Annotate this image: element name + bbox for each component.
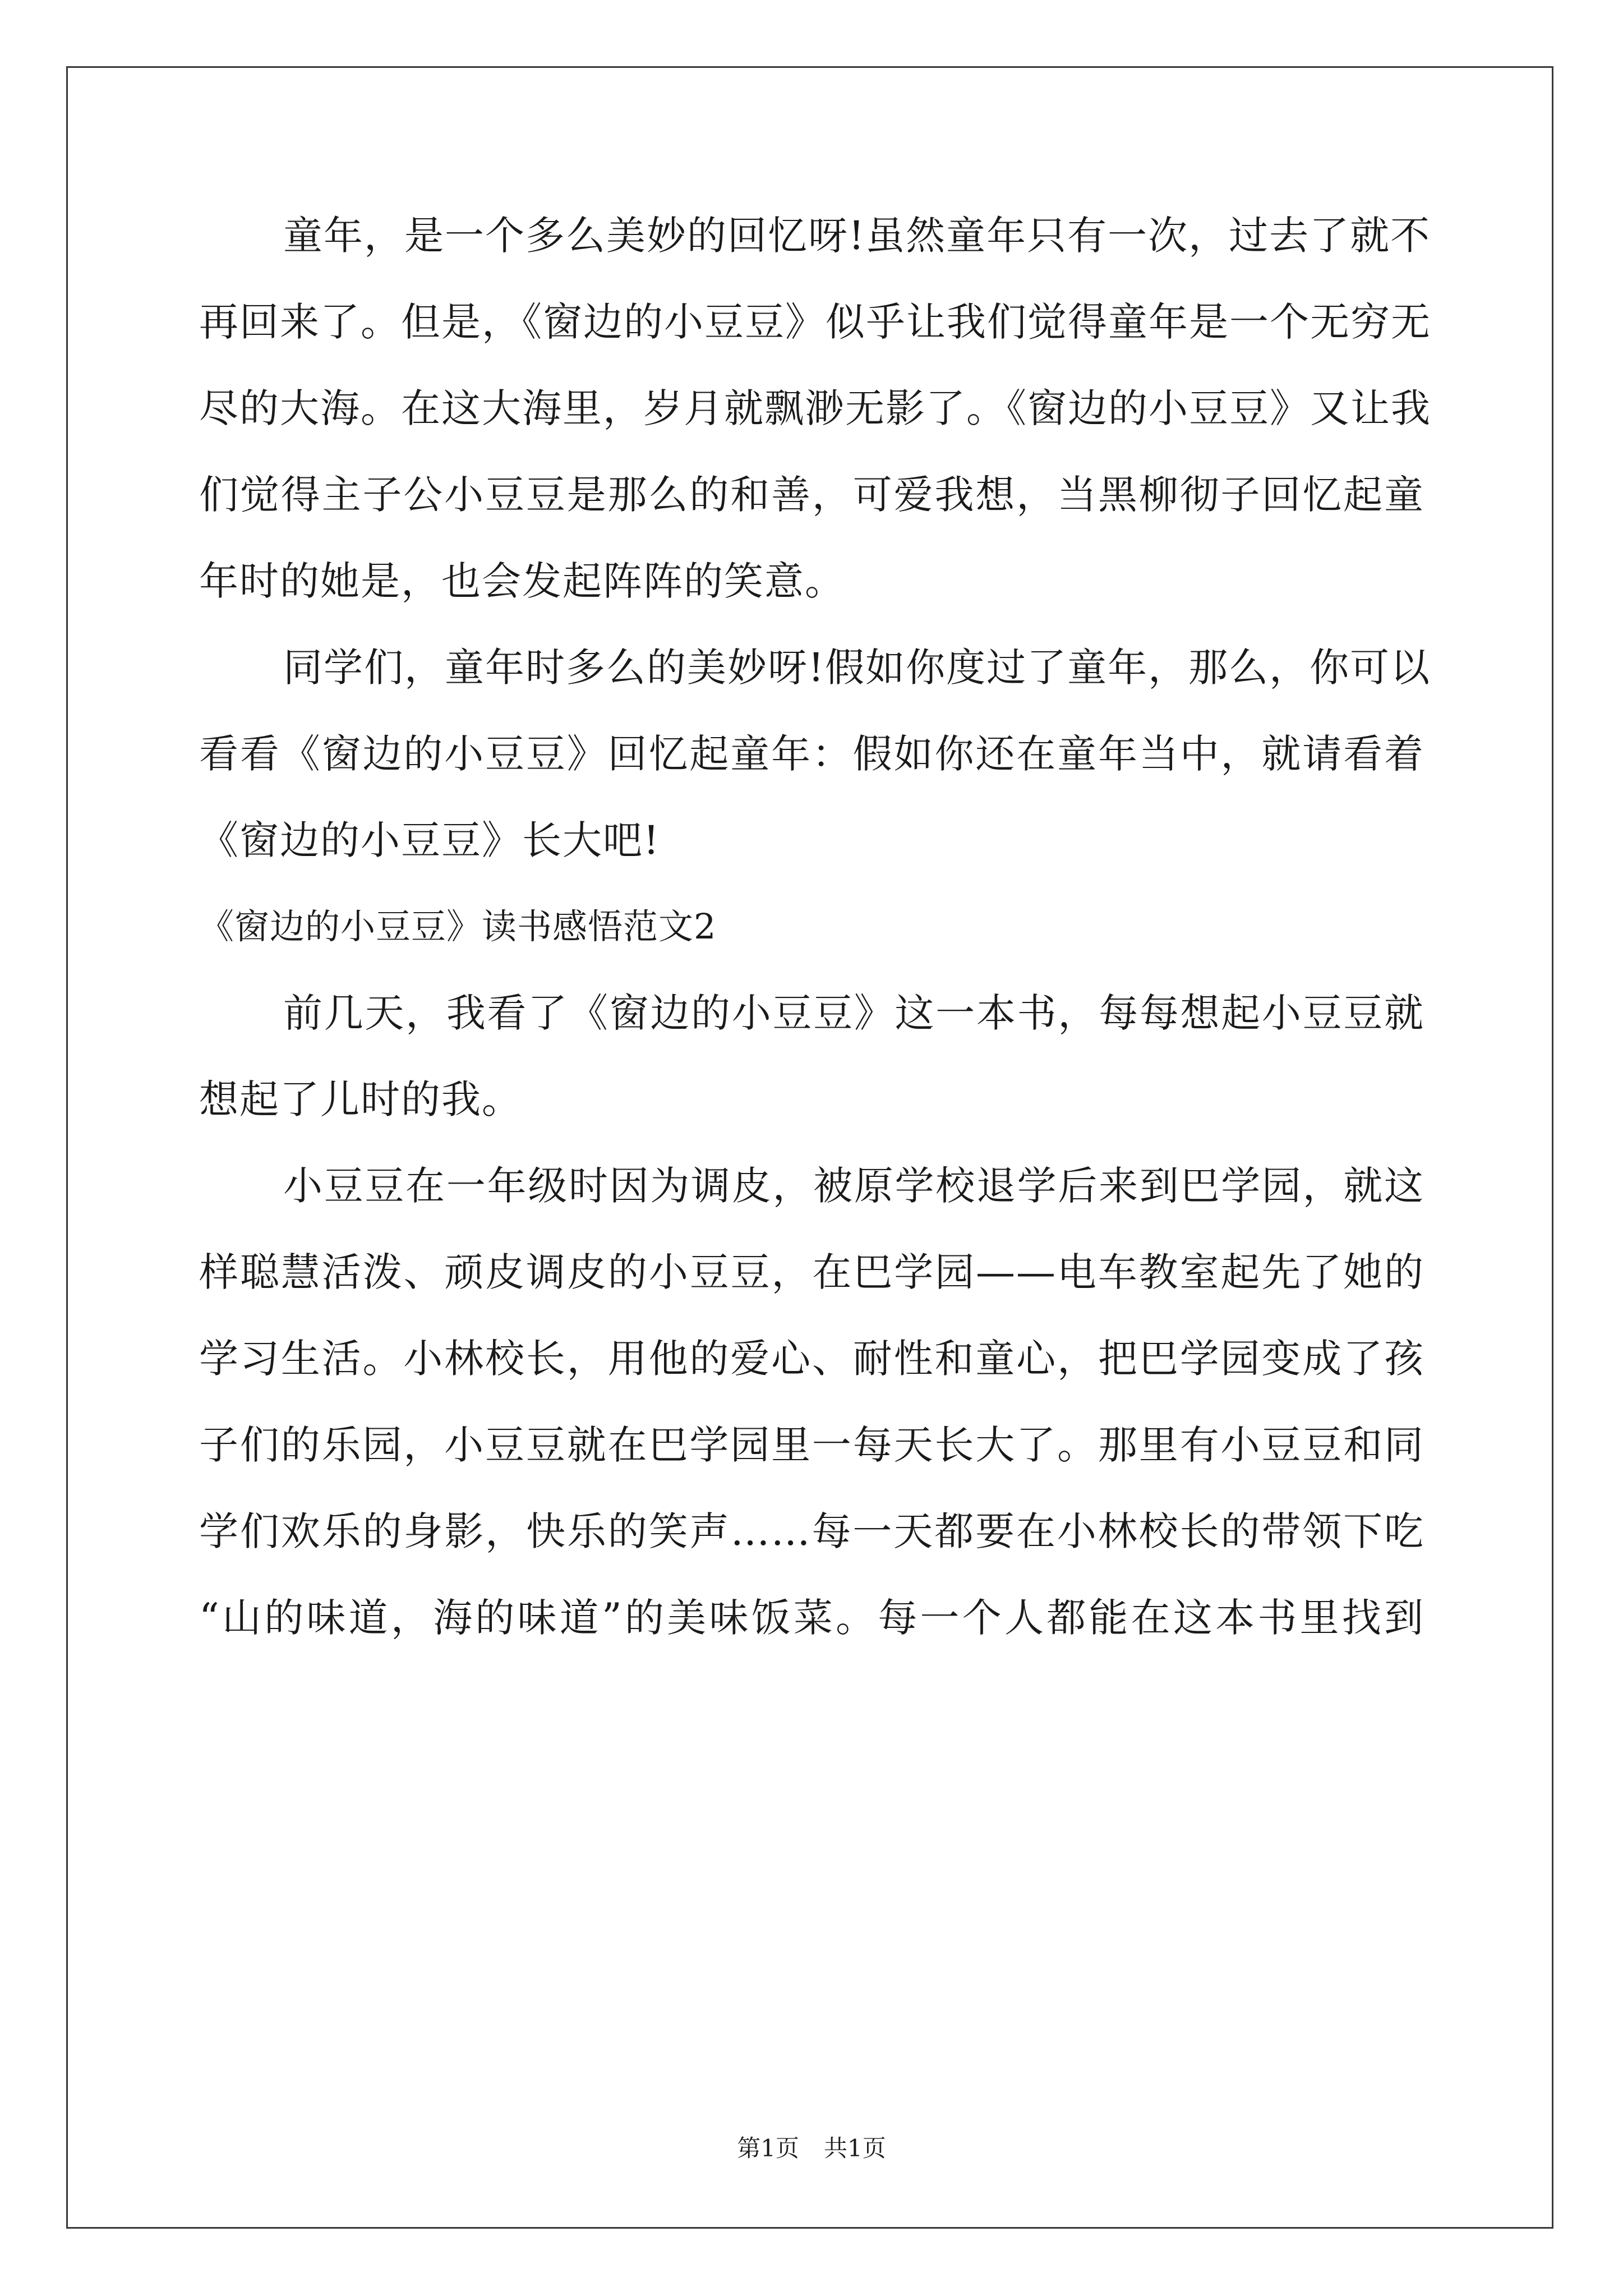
paragraph-1-line-5: 年时的她是，也会发起阵阵的笑意。 bbox=[199, 558, 845, 604]
paragraph-2-line-2: 看看《窗边的小豆豆》回忆起童年：假如你还在童年当中，就请看着 bbox=[199, 731, 1424, 777]
section-title: 《窗边的小豆豆》读书感悟范文2 bbox=[199, 906, 717, 947]
paragraph-1-line-4: 们觉得主子公小豆豆是那么的和善，可爱我想，当黑柳彻子回忆起童 bbox=[199, 472, 1424, 518]
paragraph-1-line-1: 童年，是一个多么美妙的回忆呀!虽然童年只有一次，过去了就不 bbox=[283, 213, 1431, 259]
paragraph-1-line-3: 尽的大海。在这大海里，岁月就飘渺无影了。《窗边的小豆豆》又让我 bbox=[199, 385, 1431, 431]
paragraph-4-line-2: 样聪慧活泼、顽皮调皮的小豆豆，在巴学园——电车教室起先了她的 bbox=[199, 1249, 1424, 1295]
paragraph-4-line-6: “山的味道，海的味道”的美味饭菜。每一个人都能在这本书里找到 bbox=[199, 1595, 1424, 1641]
paragraph-2-line-1: 同学们，童年时多么的美妙呀!假如你度过了童年，那么，你可以 bbox=[283, 645, 1431, 691]
paragraph-3-line-2: 想起了儿时的我。 bbox=[199, 1076, 522, 1122]
page-footer bbox=[0, 2134, 1623, 2162]
paragraph-2-line-3: 《窗边的小豆豆》长大吧! bbox=[199, 817, 661, 863]
paragraph-1-line-2: 再回来了。但是，《窗边的小豆豆》似乎让我们觉得童年是一个无穷无 bbox=[199, 299, 1431, 345]
paragraph-4-line-1: 小豆豆在一年级时因为调皮，被原学校退学后来到巴学园，就这 bbox=[283, 1163, 1424, 1209]
page-number-current: 第1页 bbox=[737, 2134, 799, 2162]
document-body bbox=[199, 213, 1431, 1685]
paragraph-4-line-3: 学习生活。小林校长，用他的爱心、耐性和童心，把巴学园变成了孩 bbox=[199, 1336, 1424, 1382]
paragraph-4-line-5: 学们欢乐的身影，快乐的笑声……每一天都要在小林校长的带领下吃 bbox=[199, 1508, 1424, 1554]
paragraph-3-line-1: 前几天，我看了《窗边的小豆豆》这一本书，每每想起小豆豆就 bbox=[283, 990, 1424, 1036]
page-number-total: 共1页 bbox=[824, 2134, 886, 2162]
paragraph-4-line-4: 子们的乐园，小豆豆就在巴学园里一每天长大了。那里有小豆豆和同 bbox=[199, 1422, 1424, 1468]
